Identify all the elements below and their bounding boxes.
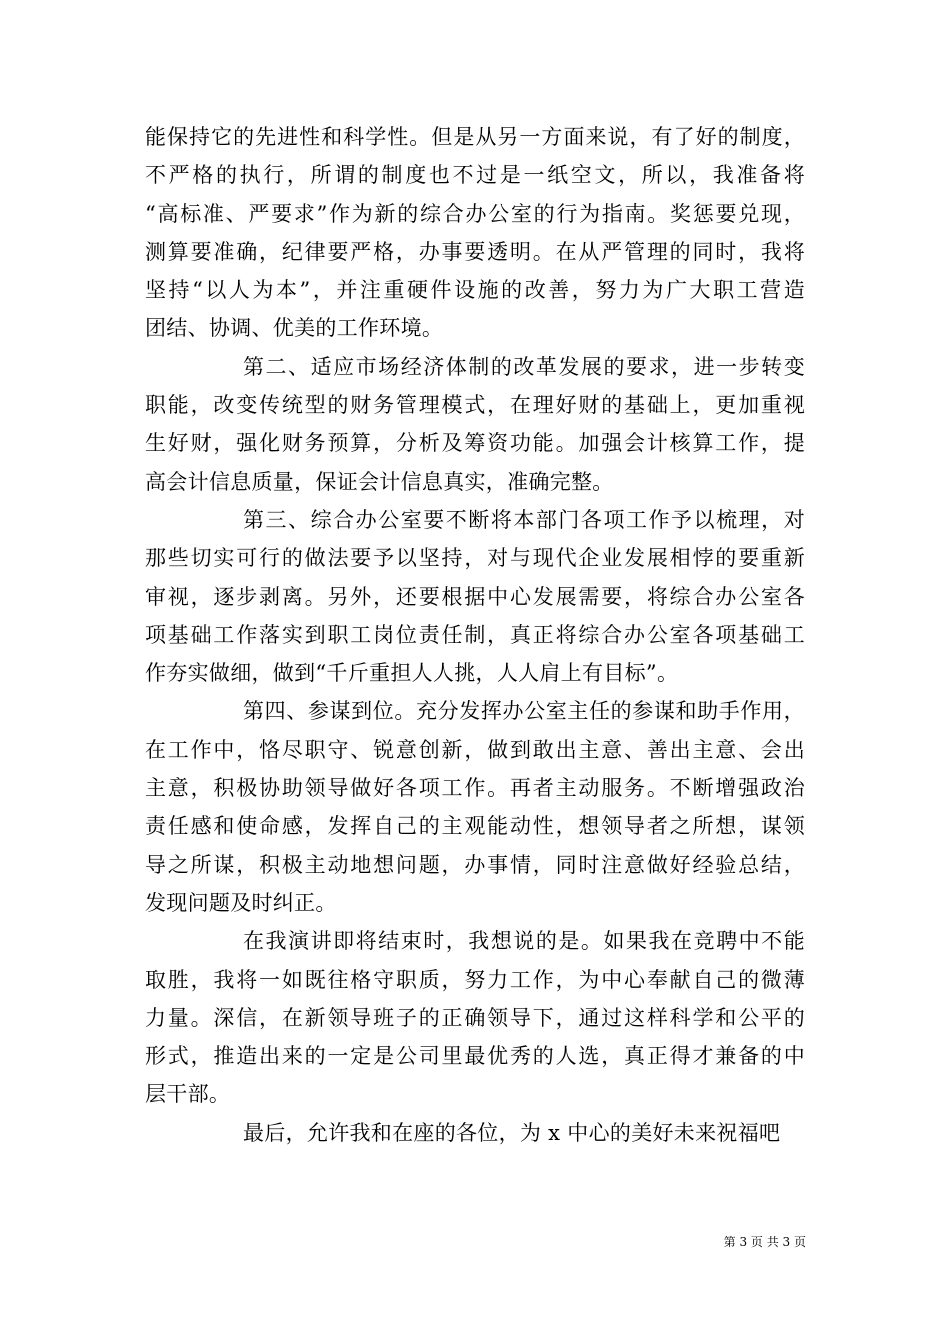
body-text [145,118,805,1152]
text-line: 力量。深信，在新领导班子的正确领导下，通过这样科学和公平的 [145,1005,805,1030]
text-line: 导之所谋，积极主动地想问题，办事情，同时注意做好经验总结， [145,852,805,877]
text-line: 职能，改变传统型的财务管理模式，在理好财的基础上，更加重视 [145,393,805,418]
text-line: 主意，积极协助领导做好各项工作。再者主动服务。不断增强政治 [145,776,805,801]
text-line: 作夯实做细，做到“千斤重担人人挑，人人肩上有目标”。 [145,661,679,686]
text-line: 项基础工作落实到职工岗位责任制，真正将综合办公室各项基础工 [145,622,805,647]
text-line: 责任感和使命感，发挥自己的主观能动性，想领导者之所想，谋领 [145,814,805,839]
text-line: 生好财，强化财务预算，分析及筹资功能。加强会计核算工作，提 [145,431,805,456]
text-line: 坚持“以人为本”，并注重硬件设施的改善，努力为广大职工营造 [145,278,805,303]
text-line: 高会计信息质量，保证会计信息真实，准确完整。 [145,469,614,494]
text-line: 第二、适应市场经济体制的改革发展的要求，进一步转变 [243,354,805,379]
page-number: 第 3 页 共 3 页 [723,1235,806,1249]
text-line: 层干部。 [145,1082,231,1107]
text-line: 能保持它的先进性和科学性。但是从另一方面来说，有了好的制度， [145,125,805,149]
text-line: 不严格的执行，所谓的制度也不过是一纸空文，所以，我准备将 [145,163,805,188]
text-line: “高标准、严要求”作为新的综合办公室的行为指南。奖惩要兑现， [145,201,805,226]
text-line: 取胜，我将一如既往格守职质，努力工作，为中心奉献自己的微薄 [145,967,805,992]
text-line: 测算要准确，纪律要严格，办事要透明。在从严管理的同时，我将 [145,239,805,264]
text-line: 发现问题及时纠正。 [145,890,337,915]
text-line: 团结、协调、优美的工作环境。 [145,316,444,341]
text-line: 第四、参谋到位。充分发挥办公室主任的参谋和助手作用， [243,699,805,724]
text-line: 第三、综合办公室要不断将本部门各项工作予以梳理，对 [243,507,805,532]
text-line: 那些切实可行的做法要予以坚持，对与现代企业发展相悖的要重新 [145,546,805,571]
text-line: 在我演讲即将结束时，我想说的是。如果我在竞聘中不能 [243,929,805,954]
text-line: 审视，逐步剥离。另外，还要根据中心发展需要，将综合办公室各 [145,584,805,609]
text-line: 形式，推造出来的一定是公司里最优秀的人选，真正得才兼备的中 [145,1044,805,1069]
text-line: 最后，允许我和在座的各位，为 x 中心的美好未来祝福吧 [243,1120,781,1145]
text-line: 在工作中，恪尽职守、锐意创新，做到敢出主意、善出主意、会出 [145,737,805,762]
